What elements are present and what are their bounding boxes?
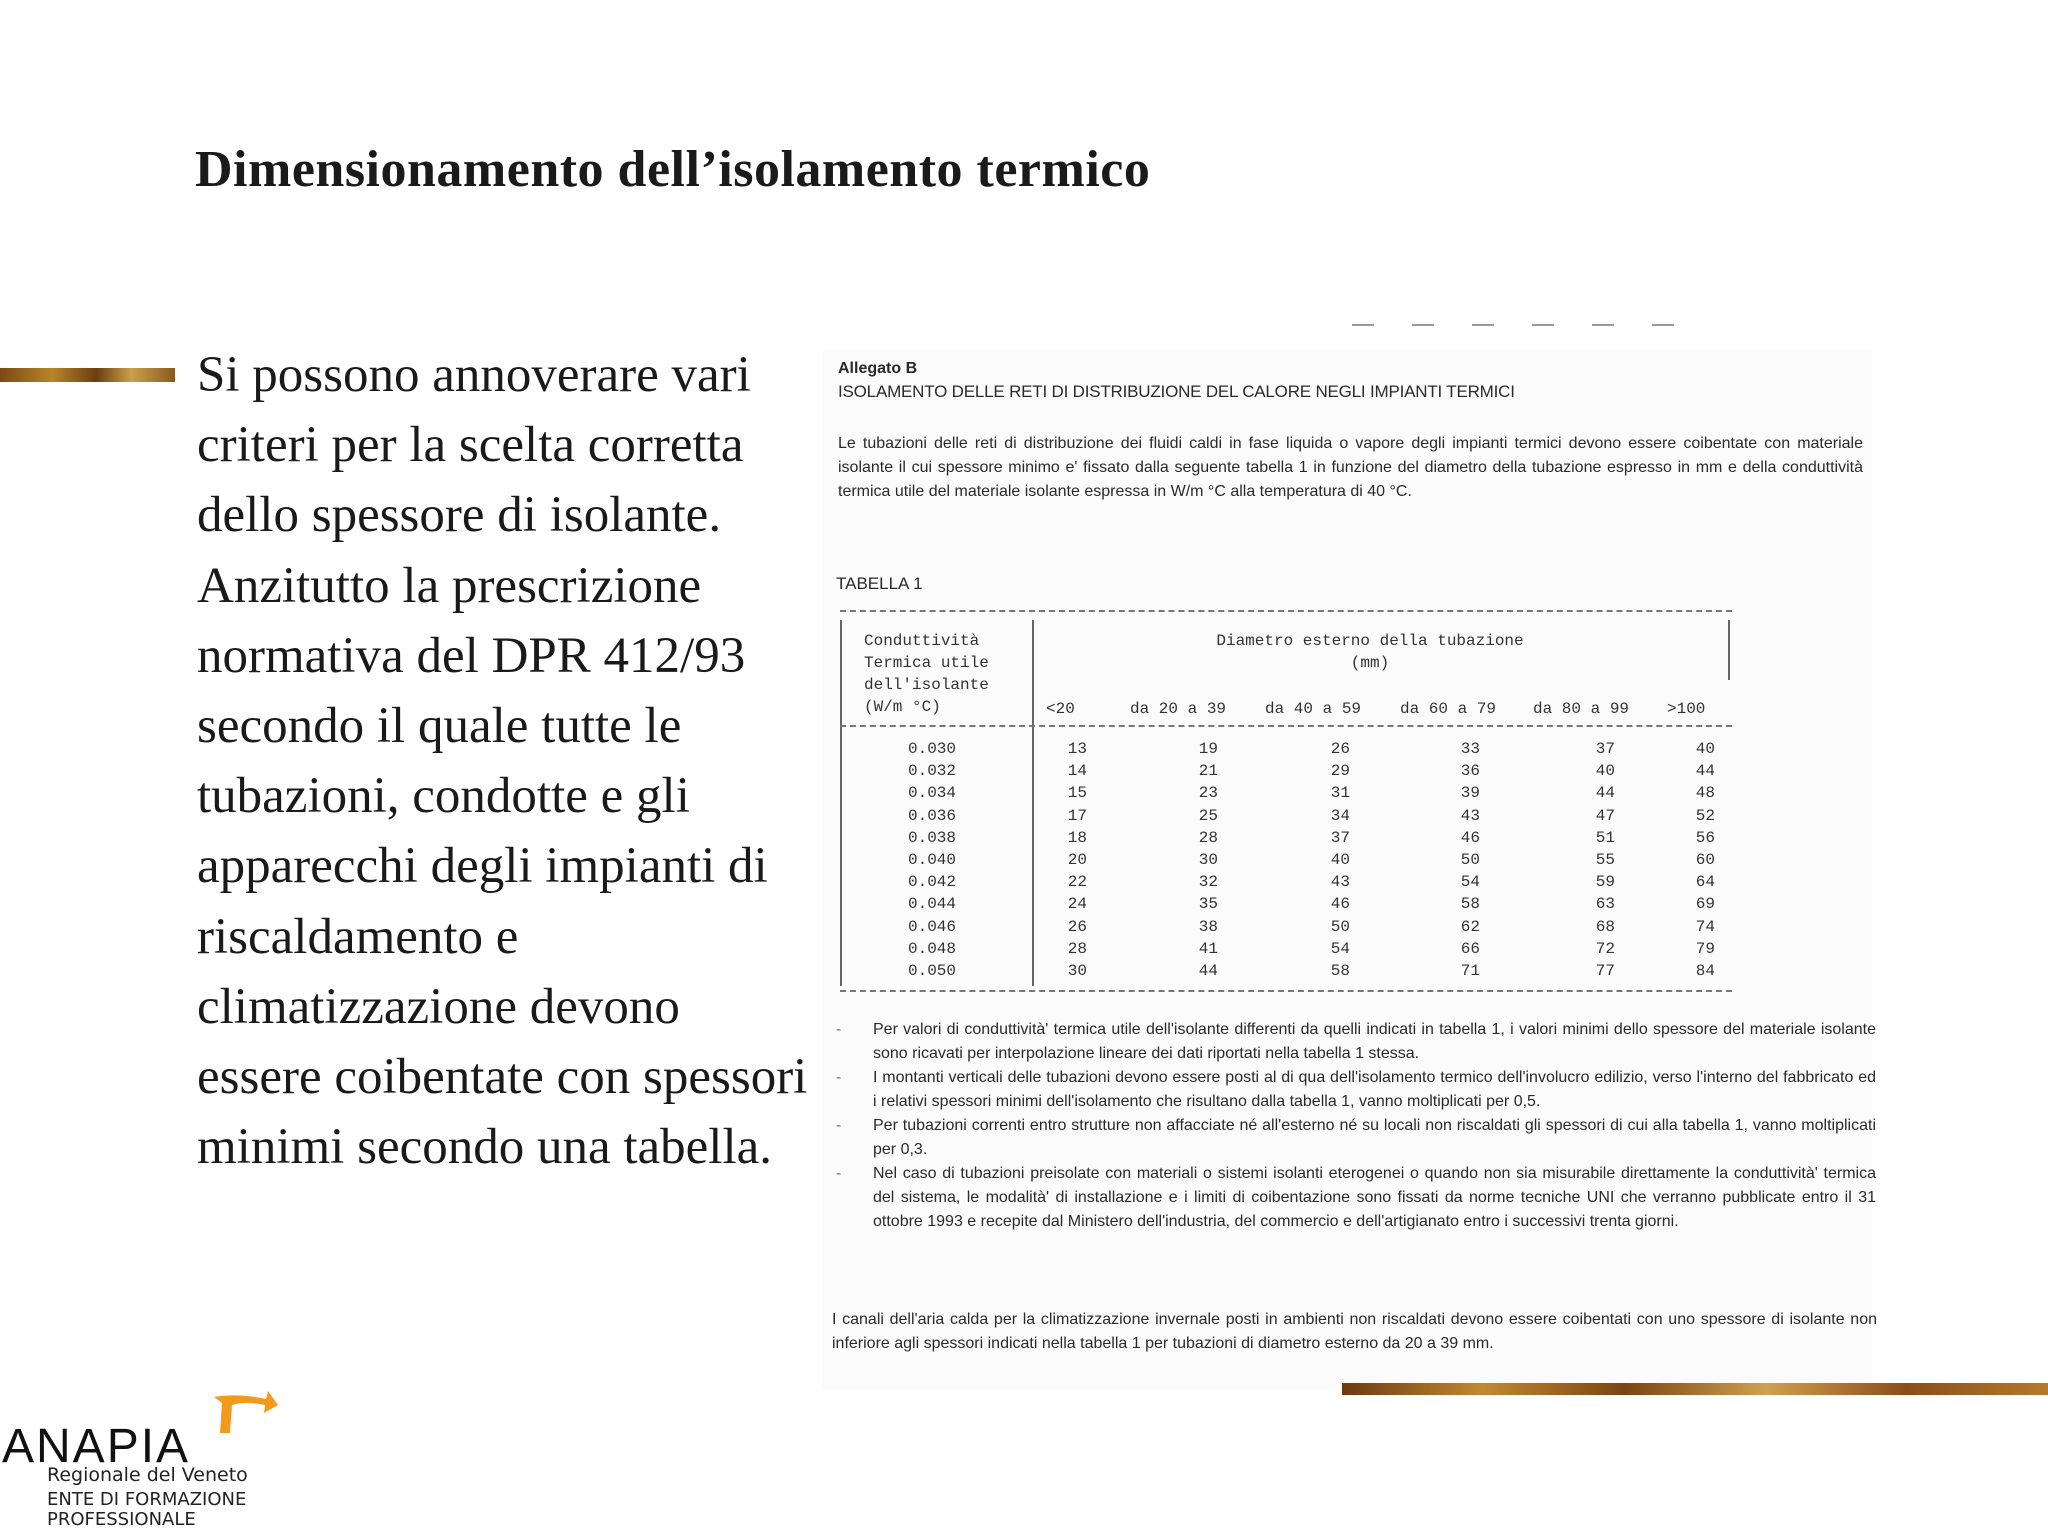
- thickness-cell: 35: [1198, 895, 1218, 914]
- thickness-cell: 63: [1595, 895, 1615, 914]
- note-item: - Per valori di conduttività' termica utile dell'isolante differenti da quelli indicati in tabella 1, i valori minimi dello spessore del materiale isolante sono ricavati per interpolazione lineare dei dati riportati nella tabella 1 stessa.: [836, 1018, 1876, 1066]
- column-header: da 40 a 59: [1265, 700, 1362, 718]
- thickness-cell: 40: [1330, 851, 1350, 869]
- thickness-cell: 33: [1460, 740, 1480, 758]
- thickness-cell: 44: [1198, 962, 1218, 980]
- diameter-header: [1060, 630, 1680, 674]
- allegato-label: Allegato B: [838, 360, 918, 377]
- logo-name: ANAPIA: [2, 1420, 191, 1473]
- thickness-cell: 44: [1695, 762, 1715, 781]
- scanned-document: [822, 350, 1877, 1390]
- column-header: >100: [1667, 700, 1706, 718]
- thickness-cell: 46: [1330, 895, 1350, 914]
- thickness-cell: 37: [1595, 740, 1615, 758]
- thickness-cell: 72: [1595, 939, 1615, 958]
- column-header: da 80 a 99: [1533, 700, 1630, 718]
- conductivity-value: 0.030: [907, 740, 956, 758]
- thickness-cell: 47: [1595, 806, 1615, 825]
- thickness-cell: 55: [1595, 851, 1615, 869]
- document-heading: ISOLAMENTO DELLE RETI DI DISTRIBUZIONE DEL CALORE NEGLI IMPIANTI TERMICI: [838, 382, 1515, 401]
- thickness-cell: 44: [1595, 784, 1615, 803]
- thickness-cell: 32: [1198, 873, 1218, 892]
- slide-title: Dimensionamento dell’isolamento termico: [195, 141, 1151, 198]
- thickness-cell: 58: [1330, 962, 1350, 980]
- thickness-cell: 71: [1460, 962, 1480, 980]
- thickness-cell: 26: [1067, 917, 1087, 936]
- thickness-cell: 50: [1330, 917, 1350, 936]
- thickness-cell: 30: [1067, 962, 1087, 980]
- thickness-cell: 56: [1695, 828, 1715, 847]
- note-item: - Per tubazioni correnti entro strutture non affacciate né all'esterno né su locali non riscaldati gli spessori di cui alla tabella 1, vanno moltiplicati per 0,3.: [836, 1114, 1876, 1162]
- thickness-cell: 28: [1067, 939, 1087, 958]
- scan-artifact-dashes: [1352, 324, 1712, 326]
- thickness-cell: 21: [1198, 762, 1218, 781]
- thickness-cell: 36: [1460, 762, 1480, 781]
- thickness-cell: 38: [1198, 917, 1218, 936]
- thickness-cell: 77: [1595, 962, 1615, 980]
- slide-body-text: Si possono annoverare vari criteri per la scelta corretta dello spessore di isolante. Anzitutto la prescrizione normativa del DPR 412/93 secondo il quale tutte le tubazioni, condotte e gli apparecchi degli impianti di riscaldamento e climatizzazione devono essere coibentate con spessori minimi secondo una tabella.: [197, 347, 808, 1176]
- thickness-cell: 50: [1460, 851, 1480, 869]
- thickness-cell: 69: [1695, 895, 1715, 914]
- table-header-rule: [840, 725, 1732, 727]
- table-border-top: [840, 610, 1732, 612]
- conductivity-value: 0.044: [907, 895, 956, 914]
- thickness-cell: 54: [1330, 939, 1350, 958]
- thickness-cell: 74: [1695, 917, 1715, 936]
- thickness-cell: 22: [1067, 873, 1087, 892]
- conductivity-value: 0.042: [907, 873, 956, 892]
- table-border-bottom: [840, 990, 1732, 992]
- thickness-cell: 13: [1067, 740, 1087, 758]
- diameter-header-unit: (mm): [1350, 654, 1390, 672]
- table-border-right: [1728, 620, 1730, 680]
- thickness-cell: 64: [1695, 873, 1715, 892]
- thickness-cell: 59: [1595, 873, 1615, 892]
- thickness-cell: 68: [1595, 917, 1615, 936]
- thickness-cell: 28: [1198, 828, 1218, 847]
- thickness-cell: 30: [1198, 851, 1218, 869]
- notes-list: [836, 1018, 1876, 1234]
- document-footnote: I canali dell'aria calda per la climatizzazione invernale posti in ambienti non riscaldati devono essere coibentati con uno spessore di isolante non inferiore agli spessori indicati nella tabella 1 per tubazioni di diametro esterno da 20 a 39 mm.: [832, 1311, 1877, 1352]
- table-label: TABELLA 1: [836, 574, 923, 593]
- thickness-cell: 18: [1067, 828, 1087, 847]
- note-item: - Nel caso di tubazioni preisolate con materiali o sistemi isolanti eterogenei o quando non sia misurabile direttamente la conduttività' termica del sistema, le modalità' di installazione e i limiti di coibentazione sono fissati da norme tecniche UNI che verranno pubblicate entro il 31 ottobre 1993 e recepite dal Ministero dell'industria, del commercio e dell'artigianato entro i successivi trenta giorni.: [836, 1162, 1876, 1234]
- conductivity-value: 0.034: [907, 784, 956, 803]
- column-header: <20: [1046, 700, 1075, 718]
- thickness-cell: 51: [1595, 828, 1615, 847]
- thickness-cell: 48: [1695, 784, 1715, 803]
- thickness-cell: 20: [1067, 851, 1087, 869]
- thickness-cell: 54: [1460, 873, 1480, 892]
- thickness-cell: 40: [1595, 762, 1615, 781]
- conductivity-value: 0.032: [907, 762, 956, 781]
- diameter-header-title: Diametro esterno della tubazione: [1216, 632, 1524, 650]
- conductivity-header: Conduttività Termica utile dell'isolante (W/m °C): [864, 632, 989, 716]
- conductivity-value: 0.036: [907, 806, 956, 825]
- column-header: da 60 a 79: [1400, 700, 1497, 718]
- conductivity-value: 0.046: [907, 917, 956, 936]
- conductivity-value: 0.040: [907, 851, 956, 869]
- thickness-cell: 60: [1695, 851, 1715, 869]
- thickness-cell: 41: [1198, 939, 1218, 958]
- thickness-cell: 79: [1695, 939, 1715, 958]
- note-item: - I montanti verticali delle tubazioni devono essere posti al di qua dell'isolamento termico dell'involucro edilizio, verso l'interno del fabbricato ed i relativi spessori minimi dell'isolamento che risultano dalla tabella 1, vanno moltiplicati per 0,5.: [836, 1066, 1876, 1114]
- document-intro: Le tubazioni delle reti di distribuzione dei fluidi caldi in fase liquida o vapore degli impianti termici devono essere coibentate con materiale isolante il cui spessore minimo e' fissato dalla seguente tabella 1 in funzione del diametro della tubazione espresso in mm e della conduttività termica utile del materiale isolante espressa in W/m °C alla temperatura di 40 °C.: [838, 435, 1863, 500]
- thickness-cell: 52: [1695, 806, 1715, 825]
- thickness-cell: 43: [1330, 873, 1350, 892]
- logo-region: Regionale del Veneto: [47, 1464, 248, 1486]
- thickness-cell: 19: [1198, 740, 1218, 758]
- thickness-cell: 31: [1330, 784, 1350, 803]
- thickness-cell: 58: [1460, 895, 1480, 914]
- thickness-cell: 40: [1695, 740, 1715, 758]
- logo-arrow-icon: [210, 1385, 280, 1435]
- thickness-cell: 23: [1198, 784, 1218, 803]
- thickness-cell: 37: [1330, 828, 1350, 847]
- thickness-cell: 15: [1067, 784, 1087, 803]
- decorative-bar-left: [0, 368, 175, 382]
- thickness-cell: 29: [1330, 762, 1350, 781]
- thickness-cell: 62: [1460, 917, 1480, 936]
- insulation-table: [840, 610, 1732, 994]
- thickness-cell: 25: [1198, 806, 1218, 825]
- logo-tagline: ENTE DI FORMAZIONE PROFESSIONALE: [47, 1489, 247, 1530]
- anapia-logo: [0, 1385, 300, 1536]
- thickness-cell: 84: [1695, 962, 1715, 980]
- thickness-cell: 24: [1067, 895, 1087, 914]
- thickness-cell: 43: [1460, 806, 1480, 825]
- conductivity-value: 0.050: [907, 962, 956, 980]
- table-divider: [1032, 620, 1034, 986]
- column-header: da 20 a 39: [1130, 700, 1227, 718]
- thickness-cell: 17: [1067, 806, 1087, 825]
- thickness-cell: 34: [1330, 806, 1350, 825]
- thickness-cell: 26: [1330, 740, 1350, 758]
- thickness-cell: 46: [1460, 828, 1480, 847]
- conductivity-value: 0.038: [907, 828, 956, 847]
- thickness-cell: 39: [1460, 784, 1480, 803]
- decorative-bar-bottom: [1342, 1383, 2048, 1395]
- table-border-left: [840, 620, 842, 986]
- thickness-cell: 66: [1460, 939, 1480, 958]
- thickness-cell: 14: [1067, 762, 1087, 781]
- conductivity-value: 0.048: [907, 939, 956, 958]
